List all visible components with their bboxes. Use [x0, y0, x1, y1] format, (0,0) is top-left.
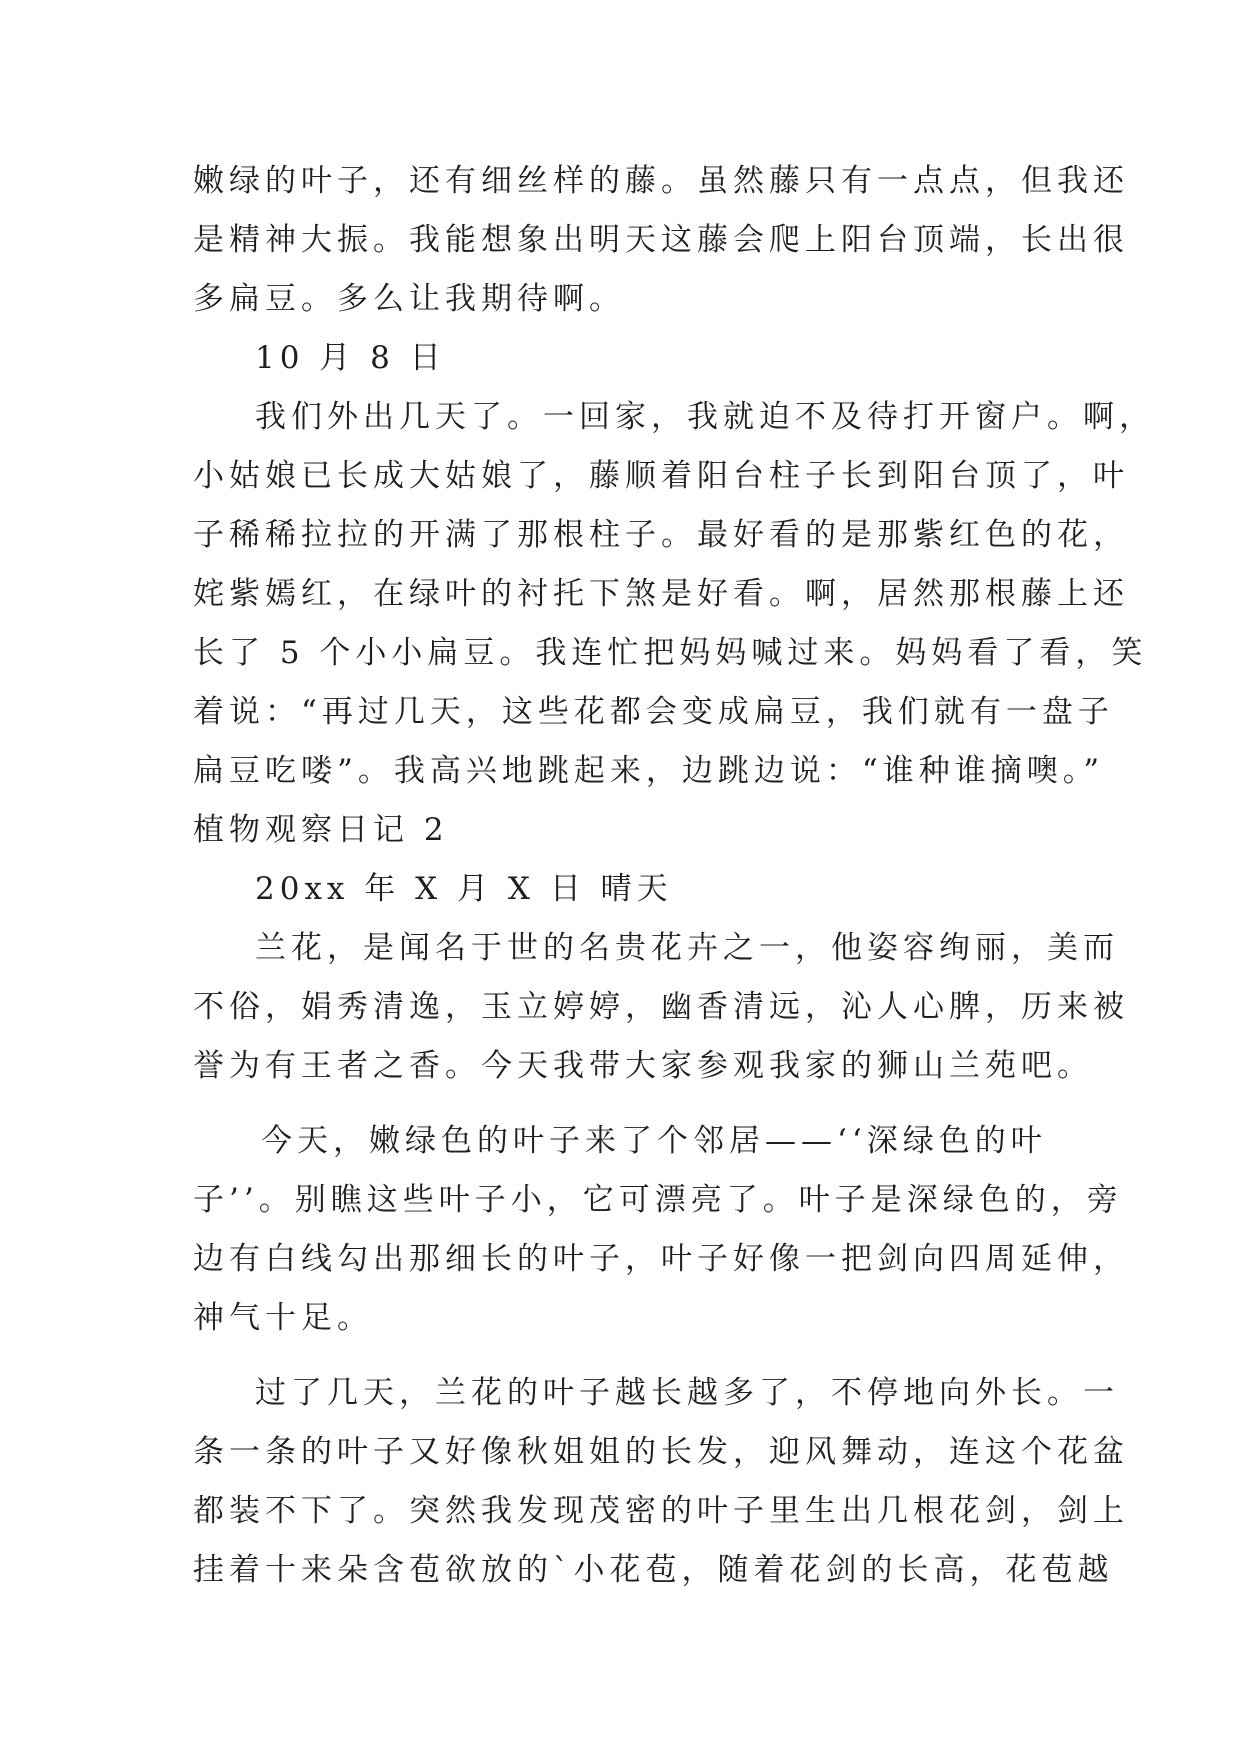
text-line: 子’’。别瞧这些叶子小，它可漂亮了。叶子是深绿色的，旁: [193, 1182, 1123, 1218]
paragraph-3: [193, 919, 1129, 1096]
text-line: 神气十足。: [193, 1300, 373, 1336]
text-line: 着说：“再过几天，这些花都会变成扁豆，我们就有一盘子: [193, 694, 1114, 730]
section-heading: 植物观察日记 2: [193, 812, 449, 848]
text-line: 多扁豆。多么让我期待啊。: [193, 281, 625, 317]
text-line: 兰花，是闻名于世的名贵花卉之一，他姿容绚丽，美而: [255, 930, 1119, 966]
text-line: 都装不下了。突然我发现茂密的叶子里生出几根花剑，剑上: [193, 1493, 1129, 1529]
text-line: 誉为有王者之香。今天我带大家参观我家的狮山兰苑吧。: [193, 1048, 1093, 1084]
text-line: 嫩绿的叶子，还有细丝样的藤。虽然藤只有一点点，但我还: [193, 163, 1129, 199]
text-line: 挂着十来朵含苞欲放的`小花苞，随着花剑的长高，花苞越: [193, 1552, 1114, 1588]
text-line: 今天，嫩绿色的叶子来了个邻居——‘‘深绿色的叶: [261, 1123, 1047, 1159]
text-line: 小姑娘已长成大姑娘了，藤顺着阳台柱子长到阳台顶了，叶: [193, 458, 1129, 494]
text-line: 扁豆吃喽”。我高兴地跳起来，边跳边说：“谁种谁摘噢。”: [193, 753, 1105, 789]
document-body: [193, 152, 1155, 1600]
paragraph-5: [193, 1364, 1129, 1600]
text-line: 长了 5 个小小扁豆。我连忙把妈妈喊过来。妈妈看了看，笑: [193, 635, 1148, 671]
text-line: 不俗，娟秀清逸，玉立婷婷，幽香清远，沁人心脾，历来被: [193, 989, 1129, 1025]
date-line-weather: 20xx 年 X 月 X 日 晴天: [255, 871, 673, 907]
text-line: 子稀稀拉拉的开满了那根柱子。最好看的是那紫红色的花，: [193, 517, 1129, 553]
text-line: 我们外出几天了。一回家，我就迫不及待打开窗户。啊，: [255, 399, 1155, 435]
paragraph-4: [193, 1112, 1129, 1348]
paragraph-2: [193, 388, 1155, 801]
paragraph-1: [193, 152, 1129, 329]
text-line: 姹紫嫣红，在绿叶的衬托下煞是好看。啊，居然那根藤上还: [193, 576, 1129, 612]
text-line: 过了几天，兰花的叶子越长越多了，不停地向外长。一: [255, 1375, 1119, 1411]
date-line-oct-8: 10 月 8 日: [255, 340, 446, 376]
text-line: 边有白线勾出那细长的叶子，叶子好像一把剑向四周延伸，: [193, 1241, 1129, 1277]
text-line: 条一条的叶子又好像秋姐姐的长发，迎风舞动，连这个花盆: [193, 1434, 1129, 1470]
text-line: 是精神大振。我能想象出明天这藤会爬上阳台顶端，长出很: [193, 222, 1129, 258]
